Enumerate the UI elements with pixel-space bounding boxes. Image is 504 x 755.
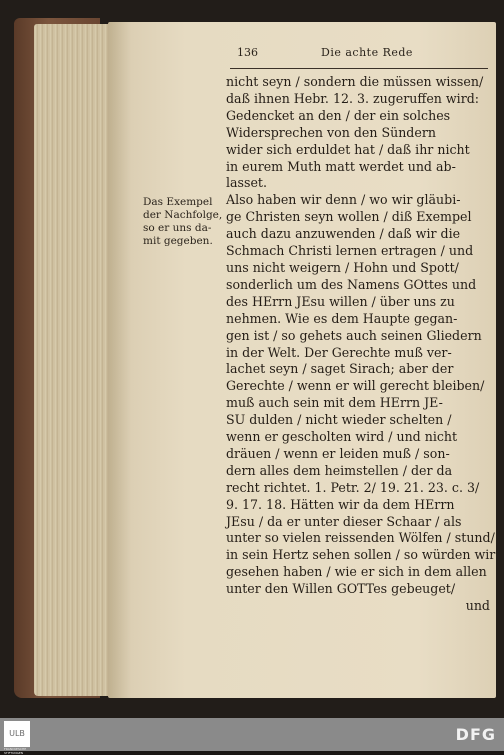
text-line: wider sich erduldet hat / daß ihr nicht: [226, 141, 470, 157]
text-line: in sein Hertz sehen sollen / so würden wir: [226, 547, 496, 563]
text-line: sonderlich um des Namens GOttes und: [226, 276, 477, 292]
text-line: Gerechte / wenn er will gerecht bleiben/: [226, 378, 485, 394]
header-rule: [230, 68, 488, 69]
catchword: und: [465, 598, 490, 614]
marginal-line: Das Exempel: [143, 196, 213, 208]
text-line: Schmach Christi lernen ertragen / und: [226, 243, 474, 259]
page-header: [237, 46, 487, 64]
text-line: nehmen. Wie es dem Haupte gegan-: [226, 310, 458, 326]
body-text: [226, 74, 496, 615]
text-line: nicht seyn / sondern die müssen wissen/: [226, 74, 484, 89]
text-line: Also haben wir denn / wo wir gläubi-: [226, 192, 461, 208]
viewer-footer: [0, 718, 504, 755]
text-line: dräuen / wenn er leiden muß / son-: [226, 445, 450, 461]
page-number: 136: [237, 46, 258, 59]
text-line: auch dazu anzuwenden / daß wir die: [226, 226, 461, 242]
library-logo[interactable]: ULB: [4, 721, 30, 747]
text-line: in der Welt. Der Gerechte muß ver-: [226, 344, 452, 360]
text-line: gesehen haben / wie er sich in dem allen: [226, 564, 487, 580]
text-line: gen ist / so gehets auch seinen Gliedern: [226, 327, 482, 343]
text-line: JEsu / da er unter dieser Schaar / als: [226, 513, 462, 529]
marginal-line: der Nachfolge,: [143, 209, 223, 221]
running-head: Die achte Rede: [321, 46, 413, 59]
text-line: uns nicht weigern / Hohn und Spott/: [226, 259, 459, 275]
marginal-line: mit gegeben.: [143, 235, 213, 247]
text-line: lasset.: [226, 175, 267, 191]
text-line: ge Christen seyn wollen / diß Exempel: [226, 209, 472, 225]
text-line: unter den Willen GOTTes gebeuget/: [226, 581, 456, 597]
text-line: lachet seyn / saget Sirach; aber der: [226, 361, 454, 377]
marginal-note: [143, 196, 235, 248]
text-line: Gedencket an den / der ein solches: [226, 107, 451, 123]
text-line: Widersprechen von den Sündern: [226, 124, 436, 140]
dfg-logo[interactable]: DFG: [455, 725, 496, 744]
text-line: wenn er gescholten wird / und nicht: [226, 429, 458, 445]
library-logo-caption: FRANCKESCHE STIFTUNGEN: [4, 747, 27, 755]
text-line: dern alles dem heimstellen / der da: [226, 462, 453, 478]
text-line: unter so vielen reissenden Wölfen / stund/: [226, 530, 495, 546]
text-line: des HErrn JEsu willen / über uns zu: [226, 293, 455, 309]
text-line: SU dulden / nicht wieder schelten /: [226, 412, 452, 428]
text-line: daß ihnen Hebr. 12. 3. zugeruffen wird:: [226, 90, 480, 106]
text-line: 9. 17. 18. Hätten wir da dem HErrn: [226, 496, 455, 512]
text-line: in eurem Muth matt werdet und ab-: [226, 158, 456, 174]
text-line: muß auch sein mit dem HErrn JE-: [226, 395, 443, 411]
page-edges: [34, 24, 116, 696]
text-line: recht richtet. 1. Petr. 2/ 19. 21. 23. c. 3/: [226, 479, 480, 495]
marginal-line: so er uns da-: [143, 222, 212, 234]
